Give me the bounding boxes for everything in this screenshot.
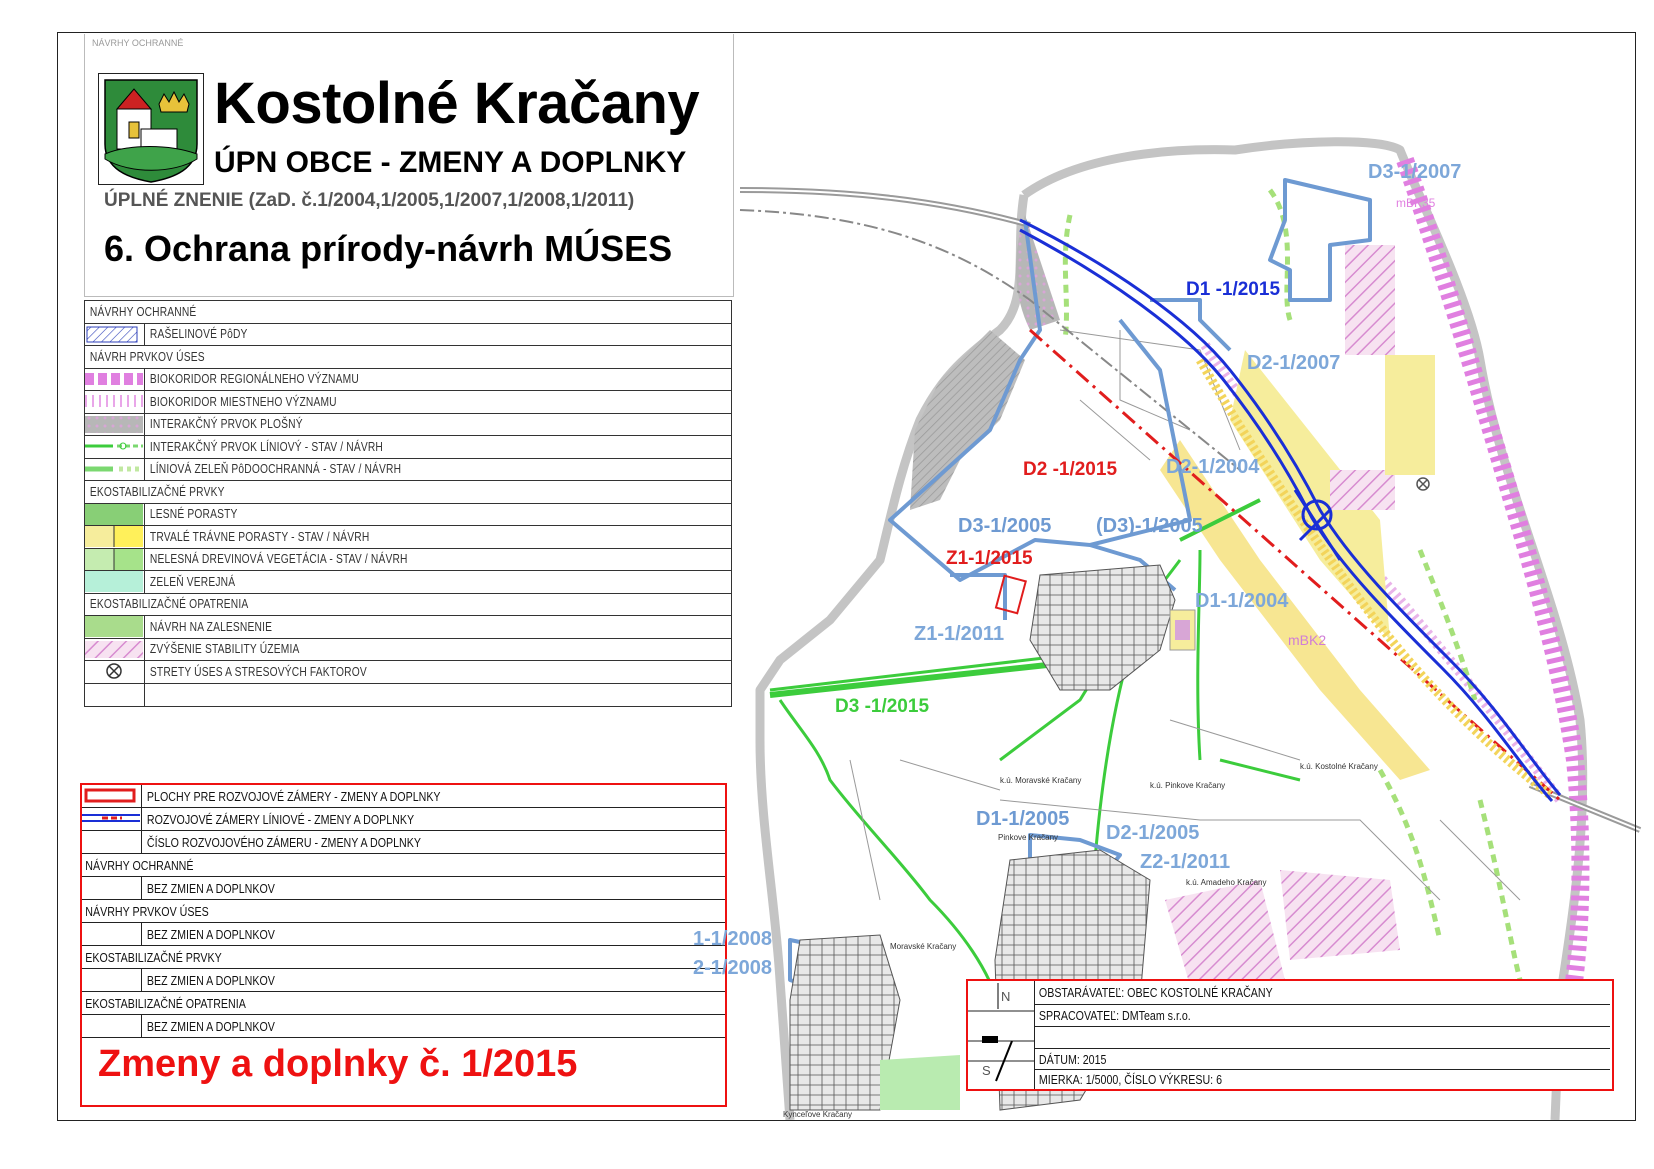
coat-of-arms-icon	[98, 73, 204, 185]
legend-label: INTERAKČNÝ PRVOK LÍNIOVÝ - STAV / NÁVRH	[149, 439, 384, 454]
legend-section-heading	[85, 346, 731, 369]
map-label: Z2-1/2011	[1140, 851, 1231, 873]
changes-row	[82, 969, 725, 992]
changes-label: BEZ ZMIEN A DOPLNKOV	[146, 926, 275, 942]
legend-row	[85, 639, 731, 662]
legend-label: BIOKORIDOR MIESTNEHO VÝZNAMU	[149, 394, 337, 409]
map-label: D3-1/2005	[958, 515, 1052, 537]
changes-label: BEZ ZMIEN A DOPLNKOV	[146, 972, 275, 988]
legend-section-heading	[85, 481, 731, 504]
plan-subtitle: ÚPN OBCE - ZMENY A DOPLNKY	[214, 146, 687, 179]
legend-empty-symbol	[85, 684, 145, 707]
cadastre-label: Moravské Kračany	[890, 942, 957, 951]
forest-icon	[85, 504, 145, 526]
map-label: D1 -1/2015	[1186, 279, 1281, 300]
legend-label: TRVALÉ TRÁVNE PORASTY - STAV / NÁVRH	[149, 529, 370, 544]
legend-row	[85, 391, 731, 414]
changes-row	[82, 877, 725, 900]
legend-label: NÁVRH PRVKOV ÚSES	[89, 349, 205, 364]
changes-footer: Zmeny a doplnky č. 1/2015	[98, 1043, 578, 1085]
changes-section-heading	[82, 900, 725, 923]
changes-empty-symbol	[82, 831, 142, 853]
legend-row	[85, 616, 731, 639]
legend-row	[85, 549, 731, 572]
title-row-empty	[1034, 1027, 1610, 1049]
changes-label: ČÍSLO ROZVOJOVÉHO ZÁMERU - ZMENY A DOPLNKY	[146, 834, 421, 850]
map-label: D1-1/2005	[976, 808, 1070, 830]
changes-row	[82, 808, 725, 831]
map-label: D2 -1/2015	[1023, 459, 1118, 480]
cadastre-label: Kynceľove Kračany	[783, 1110, 853, 1119]
stability-hatch-icon	[85, 639, 145, 661]
changes-empty-symbol	[82, 923, 142, 945]
legend-row	[85, 684, 731, 707]
legend-table	[84, 300, 732, 707]
map-label: D1-1/2004	[1195, 590, 1289, 612]
changes-section-heading	[82, 854, 725, 877]
north-letter: N	[1001, 989, 1011, 1004]
legend-row	[85, 369, 731, 392]
area-element-icon	[85, 414, 145, 436]
title-row-date: DÁTUM: 2015	[1034, 1049, 1610, 1070]
changes-empty-symbol	[82, 1015, 142, 1037]
map-label: 1-1/2008	[693, 928, 772, 950]
changes-section-heading	[82, 992, 725, 1015]
map-label: D3 -1/2015	[835, 696, 930, 717]
legend-row	[85, 459, 731, 482]
legend-row	[85, 571, 731, 594]
changes-label: BEZ ZMIEN A DOPLNKOV	[146, 880, 275, 896]
cadastre-label: k.ú. Kostolné Kračany	[1300, 762, 1378, 771]
legend-row	[85, 526, 731, 549]
map-label: D2-1/2004	[1166, 456, 1260, 478]
changes-row	[82, 1015, 725, 1038]
map-label: mBK2	[1288, 632, 1327, 648]
municipality-title: Kostolné Kračany	[214, 71, 700, 136]
title-row-procurer: OBSTARÁVATEĽ: OBEC KOSTOLNÉ KRAČANY	[1034, 981, 1610, 1005]
title-row-scale: MIERKA: 1/5000, ČÍSLO VÝKRESU: 6	[1038, 1071, 1222, 1087]
cadastre-label: k.ú. Amadeho Kračany	[1186, 878, 1267, 887]
changes-section-heading	[82, 946, 725, 969]
line-element-icon	[85, 436, 145, 458]
legend-row	[85, 436, 731, 459]
legend-row	[85, 324, 731, 347]
legend-label: BIOKORIDOR REGIONÁLNEHO VÝZNAMU	[149, 372, 359, 387]
map-label: (D3)-1/2005	[1096, 515, 1203, 537]
changes-empty-symbol	[82, 969, 142, 991]
legend-label: NÁVRH NA ZALESNENIE	[149, 619, 273, 634]
legend-label: STRETY ÚSES A STRESOVÝCH FAKTOROV	[149, 664, 367, 679]
legend-section-heading	[85, 594, 731, 617]
south-letter: S	[982, 1063, 991, 1078]
legend-label: ZELEŇ VEREJNÁ	[149, 574, 236, 589]
cadastre-label: k.ú. Pinkove Kračany	[1150, 781, 1226, 790]
north-arrow-icon	[968, 981, 1035, 1089]
conflict-icon	[85, 661, 145, 683]
title-row-author: SPRACOVATEĽ: DMTeam s.r.o.	[1034, 1005, 1610, 1027]
afforestation-icon	[85, 616, 145, 638]
cadastre-label: k.ú. Moravské Kračany	[1000, 776, 1082, 785]
public-green-icon	[85, 571, 145, 593]
changes-row	[82, 831, 725, 854]
red-rect-icon	[82, 785, 142, 807]
peat-hatch-icon	[85, 324, 145, 346]
changes-legend	[80, 783, 727, 1107]
changes-label: NÁVRHY PRVKOV ÚSES	[85, 903, 209, 919]
map-label: 2-1/2008	[693, 957, 772, 979]
legend-label: EKOSTABILIZAČNÉ PRVKY	[89, 484, 225, 499]
legend-section-heading	[85, 301, 731, 324]
windbreak-icon	[85, 459, 145, 481]
map-label: D2-1/2007	[1247, 352, 1341, 374]
map-label: mBK35	[1396, 196, 1436, 210]
changes-label: EKOSTABILIZAČNÉ PRVKY	[85, 949, 222, 965]
changes-label: NÁVRHY OCHRANNÉ	[85, 857, 194, 873]
legend-label: EKOSTABILIZAČNÉ OPATRENIA	[89, 597, 249, 612]
full-version-text: ÚPLNÉ ZNENIE (ZaD. č.1/2004,1/2005,1/2007,1/2008,1/2011)	[104, 190, 635, 211]
map-label: Z1-1/2015	[946, 548, 1033, 569]
legend-label: LÍNIOVÁ ZELEŇ PôDOOCHRANNÁ - STAV / NÁVRH	[149, 462, 402, 477]
blue-line-icon	[82, 808, 142, 830]
changes-label: EKOSTABILIZAČNÉ OPATRENIA	[85, 995, 246, 1011]
faint-top-text: NÁVRHY OCHRANNÉ	[92, 38, 184, 48]
map-label: D2-1/2005	[1106, 822, 1200, 844]
legend-row	[85, 661, 731, 684]
changes-row	[82, 785, 725, 808]
changes-label: BEZ ZMIEN A DOPLNKOV	[146, 1018, 275, 1034]
regional-biocorridor-icon	[85, 369, 145, 391]
changes-label: ROZVOJOVÉ ZÁMERY LÍNIOVÉ - ZMENY A DOPLNKY	[146, 811, 415, 827]
grassland-icon	[85, 526, 145, 548]
map-label: Z1-1/2011	[914, 623, 1005, 645]
legend-label: INTERAKČNÝ PRVOK PLOŠNÝ	[149, 417, 303, 432]
legend-row	[85, 504, 731, 527]
local-biocorridor-icon	[85, 391, 145, 413]
shrub-icon	[85, 549, 145, 571]
legend-row	[85, 414, 731, 437]
changes-empty-symbol	[82, 877, 142, 899]
legend-label: ZVÝŠENIE STABILITY ÚZEMIA	[149, 642, 300, 657]
drawing-title: 6. Ochrana prírody-návrh MÚSES	[104, 228, 673, 269]
cadastre-label: Pinkove Kračany	[998, 833, 1059, 842]
changes-row	[82, 923, 725, 946]
legend-label: LESNÉ PORASTY	[149, 507, 238, 522]
legend-label: NÁVRHY OCHRANNÉ	[89, 304, 197, 319]
legend-label: NELESNÁ DREVINOVÁ VEGETÁCIA - STAV / NÁVRH	[149, 552, 408, 567]
changes-label: PLOCHY PRE ROZVOJOVÉ ZÁMERY - ZMENY A DOPLNKY	[146, 788, 441, 804]
legend-label: RAŠELINOVÉ PôDY	[149, 327, 248, 342]
map-label: D3-1/2007	[1368, 161, 1462, 183]
title-block	[966, 979, 1614, 1091]
